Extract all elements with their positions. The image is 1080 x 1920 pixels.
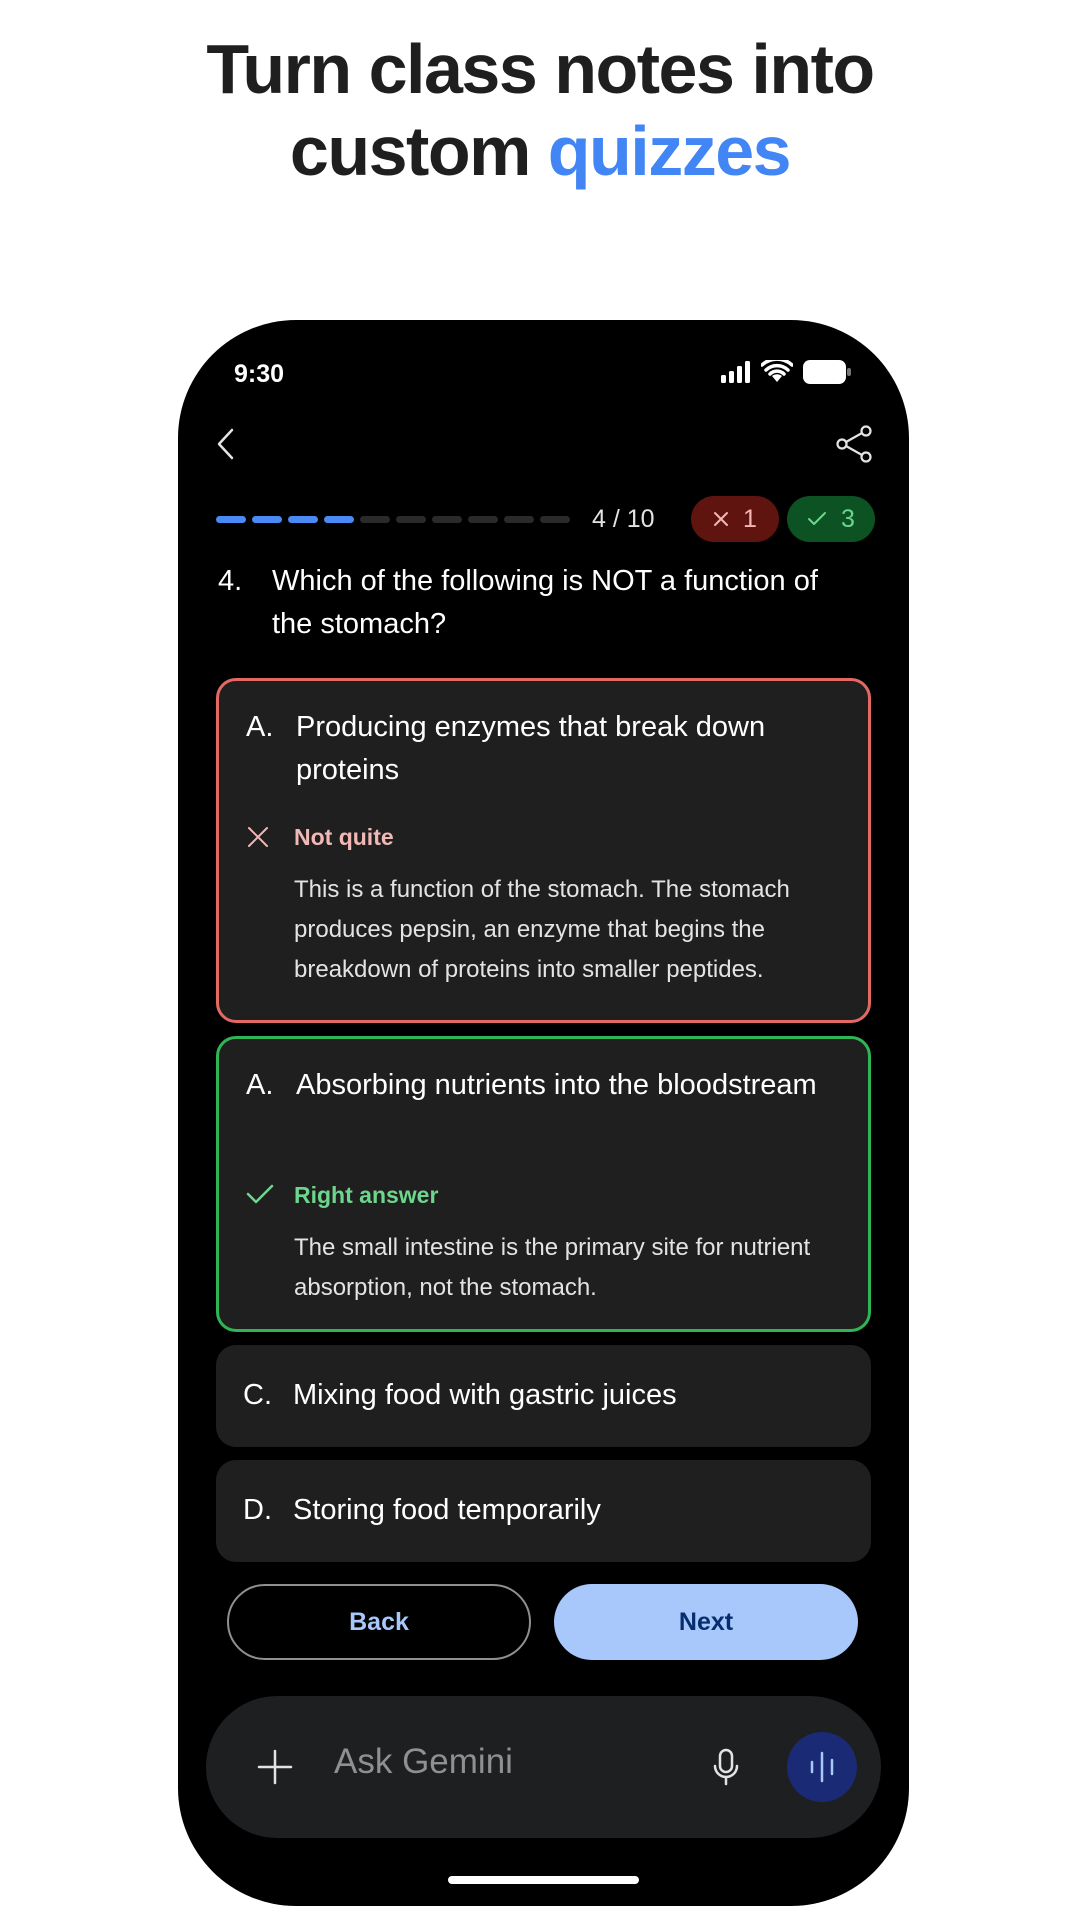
wrong-count-badge xyxy=(691,496,779,542)
status-time: 9:30 xyxy=(234,360,285,388)
share-button[interactable] xyxy=(834,424,874,464)
progress-segment xyxy=(468,516,498,523)
quiz-progress-bar xyxy=(216,516,570,523)
question-body: Which of the following is NOT a function of the stomach? xyxy=(272,565,818,640)
headline xyxy=(0,28,1080,192)
back-icon-button[interactable] xyxy=(206,424,246,464)
ask-gemini-bar xyxy=(206,1696,881,1838)
progress-segment xyxy=(324,516,354,523)
progress-count: 4 / 10 xyxy=(592,505,655,533)
progress-segment xyxy=(216,516,246,523)
option-text: Storing food temporarily xyxy=(293,1494,601,1526)
headline-line-1: Turn class notes into xyxy=(206,30,874,108)
right-count: 3 xyxy=(841,504,855,533)
option-letter: D. xyxy=(243,1494,272,1526)
right-count-badge xyxy=(787,496,875,542)
option-row xyxy=(246,706,846,792)
status-icons xyxy=(721,360,851,384)
option-row xyxy=(243,1374,843,1417)
headline-prefix: custom xyxy=(289,112,548,190)
progress-segment xyxy=(396,516,426,523)
option-row xyxy=(243,1489,843,1532)
microphone-icon xyxy=(712,1748,740,1786)
home-indicator[interactable] xyxy=(448,1876,639,1884)
answer-option-wrong[interactable] xyxy=(216,678,871,1023)
headline-accent: quizzes xyxy=(547,112,791,190)
option-letter: A. xyxy=(246,711,274,743)
question-text xyxy=(218,560,838,646)
check-icon xyxy=(807,511,827,527)
answer-option-d[interactable] xyxy=(216,1460,871,1562)
answer-option-correct[interactable] xyxy=(216,1036,871,1332)
share-icon xyxy=(835,425,873,463)
feedback-text: The small intestine is the primary site for nutrient absorption, not the stomach. xyxy=(294,1234,811,1301)
progress-segment xyxy=(432,516,462,523)
add-button[interactable] xyxy=(254,1746,296,1788)
feedback-text: This is a function of the stomach. The stomach produces pepsin, an enzyme that begins the breakdown of proteins into smaller peptides. xyxy=(294,876,790,983)
back-button[interactable]: Back xyxy=(227,1584,531,1660)
phone-frame xyxy=(178,320,909,1906)
progress-segment xyxy=(252,516,282,523)
option-letter: C. xyxy=(243,1379,272,1411)
close-icon xyxy=(713,511,729,527)
chevron-left-icon xyxy=(216,428,236,460)
progress-segment xyxy=(360,516,390,523)
progress-segment xyxy=(288,516,318,523)
signal-icon xyxy=(721,361,751,383)
answer-option-c[interactable] xyxy=(216,1345,871,1447)
wifi-icon xyxy=(761,360,793,384)
battery-icon xyxy=(803,360,851,384)
option-text: Producing enzymes that break down proteins xyxy=(296,711,766,786)
ask-gemini-input[interactable]: Ask Gemini xyxy=(334,1742,513,1781)
close-icon xyxy=(246,825,270,849)
feedback-title-wrong: Not quite xyxy=(294,824,394,850)
feedback-title-correct: Right answer xyxy=(294,1182,439,1208)
wrong-count: 1 xyxy=(743,504,757,533)
progress-segment xyxy=(540,516,570,523)
check-icon xyxy=(246,1183,274,1205)
headline-line-2 xyxy=(0,110,1080,192)
progress-segment xyxy=(504,516,534,523)
voice-mode-icon xyxy=(807,1751,837,1783)
option-letter: A. xyxy=(246,1069,274,1101)
voice-mode-button[interactable] xyxy=(787,1732,857,1802)
plus-icon xyxy=(257,1749,293,1785)
option-text: Mixing food with gastric juices xyxy=(293,1379,677,1411)
option-row xyxy=(246,1064,846,1107)
next-button[interactable]: Next xyxy=(554,1584,858,1660)
question-number: 4. xyxy=(218,565,243,597)
option-text: Absorbing nutrients into the bloodstream xyxy=(296,1069,817,1101)
microphone-button[interactable] xyxy=(706,1746,746,1788)
